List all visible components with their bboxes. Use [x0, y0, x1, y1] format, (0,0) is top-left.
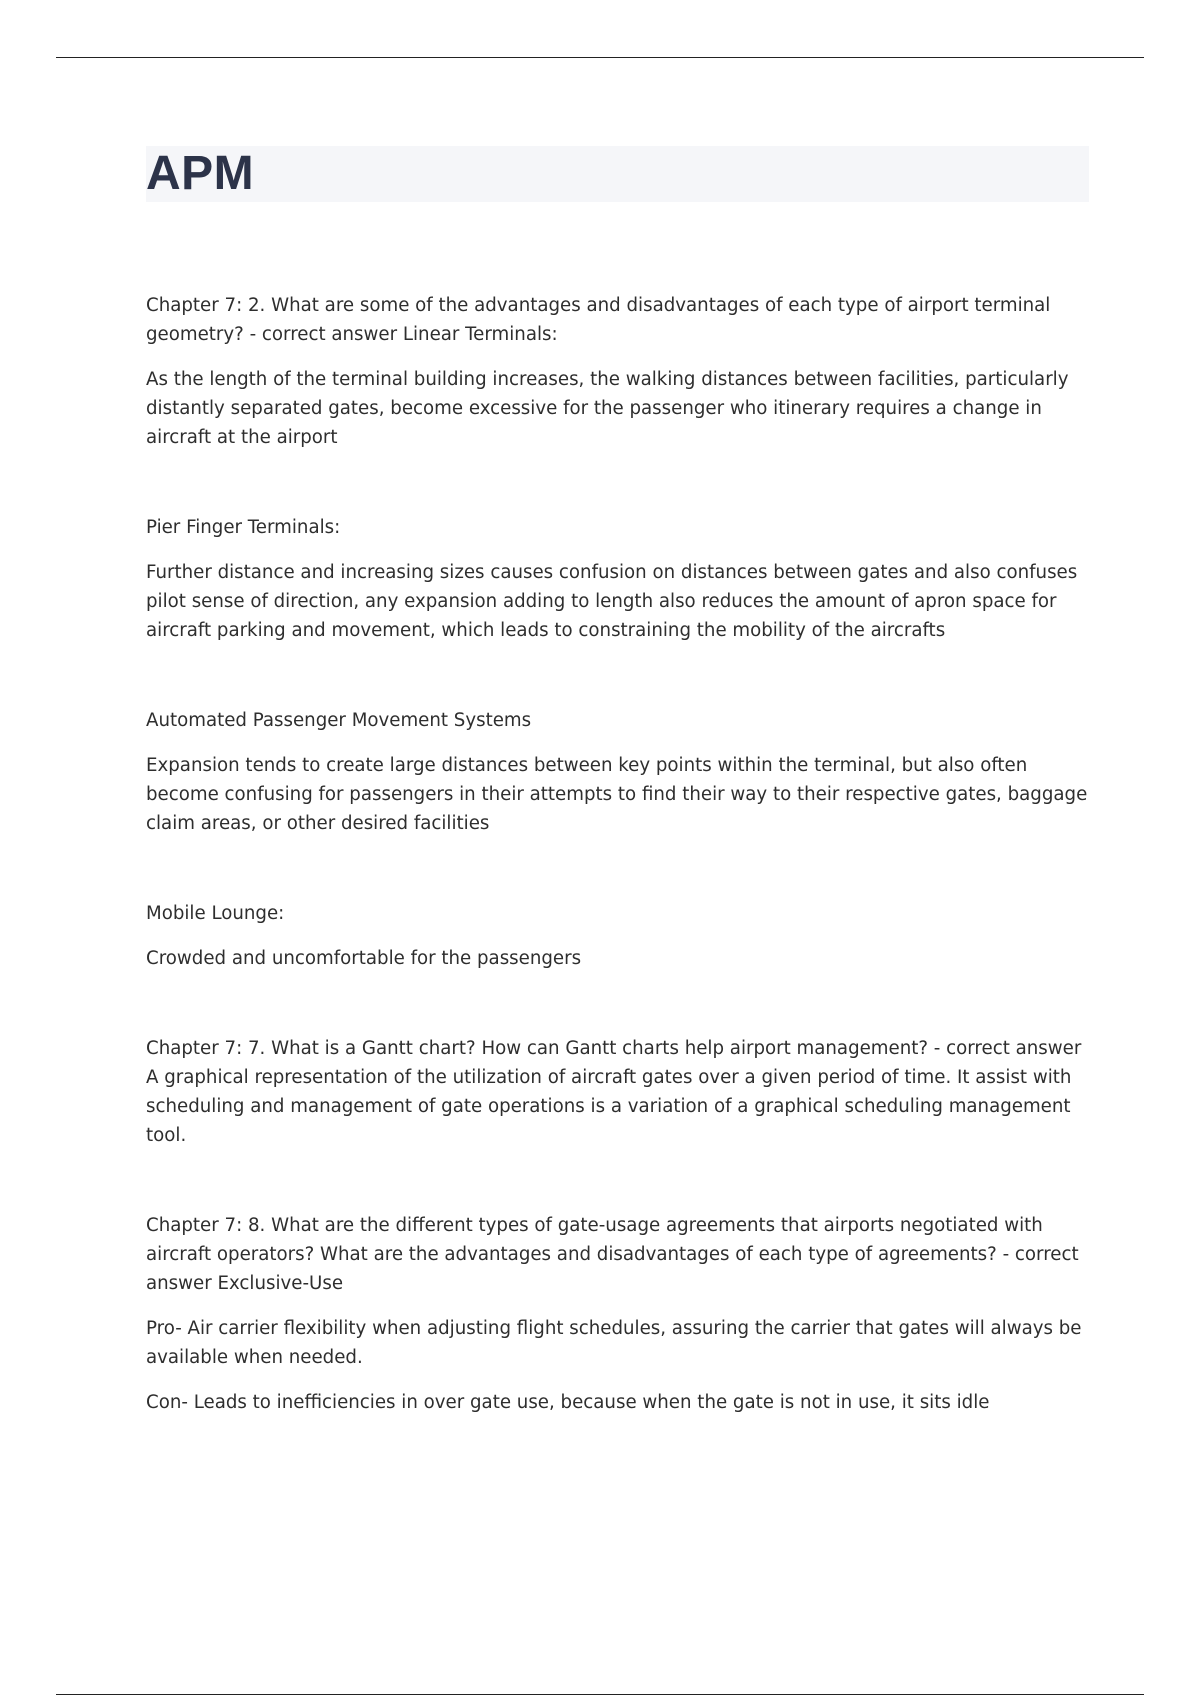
header-rule [56, 57, 1144, 58]
paragraph-question-7-2: Chapter 7: 2. What are some of the advantages and disadvantages of each type of airport terminal geometry? - correct answer Linear Terminals: [146, 295, 1051, 345]
paragraph-question-7-7: Chapter 7: 7. What is a Gantt chart? How can Gantt charts help airport management? - correct answer A graphical representation of the utilization of aircraft gates over a given period of time. It assist with scheduling and management of gate operations is a variation of a graphical scheduling management tool. [146, 1038, 1082, 1146]
paragraph-linear-terminals: As the length of the terminal building increases, the walking distances between facilities, particularly distantly separated gates, become excessive for the passenger who itinerary requires a change in aircraft at the airport [146, 369, 1069, 448]
page-title: APM [146, 147, 255, 200]
document-body [146, 291, 1092, 1417]
footer-rule [56, 1694, 1144, 1695]
paragraph-apm-systems: Expansion tends to create large distances between key points within the terminal, but also often become confusing for passengers in their attempts to find their way to their respective gates, baggage claim areas, or other desired facilities [146, 755, 1088, 834]
paragraph-mobile-lounge: Crowded and uncomfortable for the passengers [146, 948, 582, 969]
paragraph-mobile-lounge-heading: Mobile Lounge: [146, 903, 285, 924]
paragraph-pier-finger-terminals: Further distance and increasing sizes causes confusion on distances between gates and also confuses pilot sense of direction, any expansion adding to length also reduces the amount of apron space for aircraft parking and movement, which leads to constraining the mobility of the aircrafts [146, 562, 1078, 641]
paragraph-apm-heading: Automated Passenger Movement Systems [146, 710, 532, 731]
title-band [146, 146, 1089, 202]
paragraph-pier-finger-heading: Pier Finger Terminals: [146, 517, 341, 538]
paragraph-exclusive-use-con: Con- Leads to inefficiencies in over gate use, because when the gate is not in use, it sits idle [146, 1392, 990, 1413]
paragraph-exclusive-use-pro: Pro- Air carrier flexibility when adjusting flight schedules, assuring the carrier that gates will always be available when needed. [146, 1318, 1082, 1368]
paragraph-question-7-8: Chapter 7: 8. What are the different types of gate-usage agreements that airports negotiated with aircraft operators? What are the advantages and disadvantages of each type of agreements? - correct answer Exclusive-Use [146, 1215, 1079, 1294]
